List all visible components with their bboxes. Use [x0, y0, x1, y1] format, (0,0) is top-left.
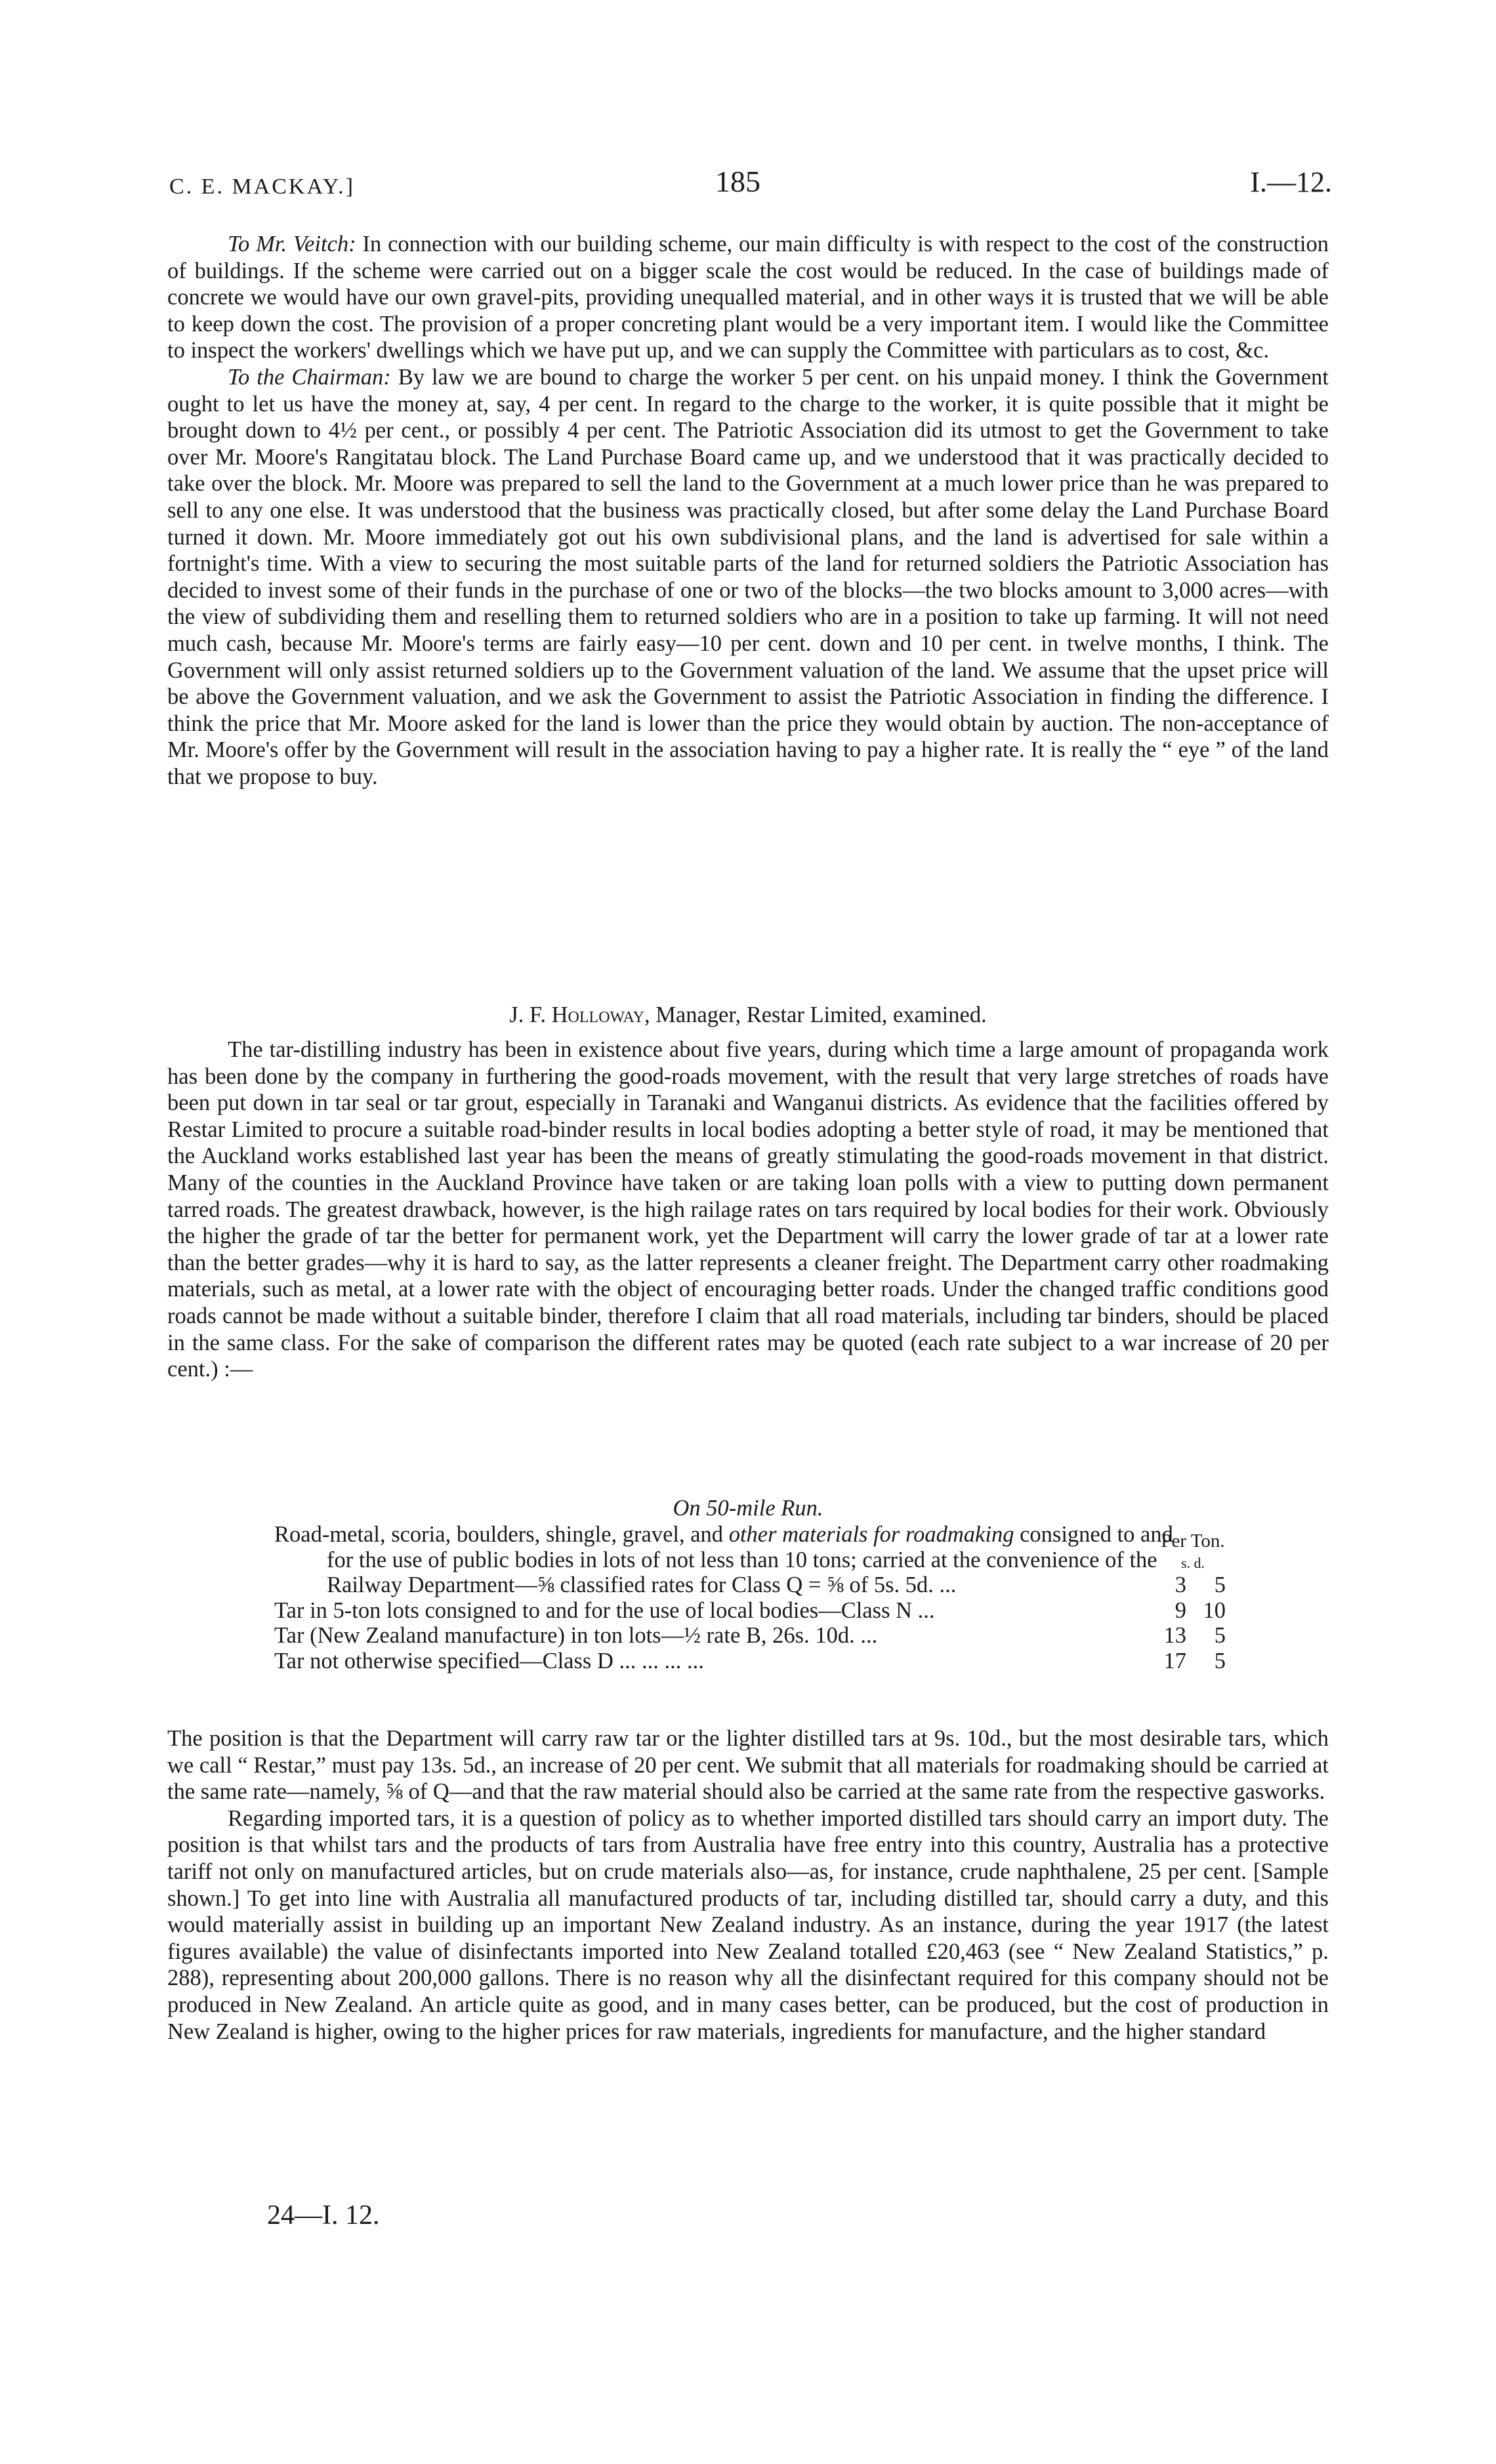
- paragraph-to-the-chairman: [167, 364, 1329, 791]
- rate-value: [1147, 1649, 1239, 1674]
- rate-value: [1147, 1598, 1239, 1624]
- rate-pence: 5: [1214, 1623, 1226, 1648]
- rate-value: [1147, 1623, 1239, 1649]
- rates-subheading: On 50-mile Run.: [673, 1496, 823, 1521]
- rate-text-part: Road-metal, scoria, boulders, shingle, gravel, and: [274, 1522, 729, 1547]
- railage-rates-table: [274, 1522, 1239, 1673]
- rate-description: [274, 1598, 1199, 1624]
- rate-value: [1147, 1572, 1239, 1598]
- leader-dots: ...: [933, 1572, 957, 1597]
- rate-shillings: 17: [1163, 1648, 1186, 1673]
- paragraph-text: By law we are bound to charge the worker 5 per cent. on his unpaid money. I think the Government ought to let us have the money at, say, 4 per cent. In regard to the charge to the worker, it is quite possible that it might be brought down to 4½ per cent., or possibly 4 per cent. The Patriotic Association did its utmost to get the Government to take over Mr. Moore's Rangitatau block. The Land Purchase Board came up, and we understood that it was practically decided to take over the block. Mr. Moore was prepared to sell the land to the Government at a much lower price than he was prepared to sell to any one else. It was understood that the business was practically closed, but after some delay the Land Purchase Board turned it down. Mr. Moore immediately got out his own subdivisional plans, and the land is advertised for sale within a fortnight's time. With a view to securing the most suitable parts of the land for returned soldiers the Patriotic Association has decided to invest some of their funds in the purchase of one or two of the blocks—the two blocks amount to 3,000 acres—with the view of subdividing them and reselling them to returned soldiers who are in a position to take up farming. It will not need much cash, because Mr. Moore's terms are fairly easy—10 per cent. down and 10 per cent. in twelve months, I think. The Government will only assist returned soldiers up to the Government valuation of the land. We assume that the upset price will be above the Government valuation, and we ask the Government to assist the Patriotic Association in finding the difference. I think the price that Mr. Moore asked for the land is lower than the price they would obtain by auction. The non-acceptance of Mr. Moore's offer by the Government will result in the association having to pay a higher rate. It is really the “ eye ” of the land that we propose to buy.: [167, 364, 1329, 789]
- page-footer-signature: 24—I. 12.: [267, 2200, 380, 2230]
- rate-pence: 5: [1214, 1648, 1226, 1673]
- witness-heading: [167, 1002, 1329, 1028]
- evidence-section-top: [167, 231, 1329, 790]
- paper-reference: I.—12.: [1250, 166, 1332, 198]
- leader-dots: ...: [854, 1623, 878, 1648]
- paragraph-to-mr-veitch: [167, 231, 1329, 364]
- rate-text-part: Tar in 5-ton lots consigned to and for the use of local bodies—Class N: [274, 1597, 913, 1623]
- witness-role: , Manager, Restar Limited, examined.: [644, 1002, 987, 1027]
- paragraph-imported-tars: Regarding imported tars, it is a question of policy as to whether imported distilled tars should carry an import duty. The position is that whilst tars and the products of tars from Australia have free entry into this country, Australia has a protective tariff not only on manufactured articles, but on crude materials also—as, for instance, crude naphthalene, 25 per cent. [Sample shown.] To get into line with Australia all manufactured products of tar, including distilled tar, should carry a duty, and this would materially assist in building up an important New Zealand industry. As an instance, during the year 1917 (the latest figures available) the value of disinfectants imported into New Zealand totalled £20,463 (see “ New Zealand Statistics,” p. 288), representing about 200,000 gallons. There is no reason why all the disinfectant required for this company should not be produced in New Zealand. An article quite as good, and in many cases better, can be produced, but the cost of production in New Zealand is higher, owing to the higher prices for raw materials, ingredients for manufacture, and the higher standard: [167, 1805, 1329, 2044]
- evidence-section-bottom: [167, 1725, 1329, 2045]
- rate-description: [274, 1649, 1199, 1674]
- rate-description: [274, 1623, 1199, 1649]
- rate-description: [274, 1522, 1199, 1598]
- rate-pence: 5: [1214, 1572, 1226, 1597]
- rate-text-emphasis: other materials for roadmaking: [728, 1522, 1014, 1547]
- rate-text-part: Tar not otherwise specified—Class D: [274, 1648, 613, 1673]
- leader-dots: ... ... ... ...: [613, 1648, 704, 1673]
- paragraph-text: In connection with our building scheme, our main difficulty is with respect to the cost of the construction of buildings. If the scheme were carried out on a bigger scale the cost would be reduced. In the case of buildings made of concrete we would have our own gravel-pits, providing unequalled material, and in other ways it is trusted that we will be able to keep down the cost. The provision of a proper concreting plant would be a very important item. I would like the Committee to inspect the workers' dwellings which we have put up, and we can supply the Committee with particulars as to cost, &c.: [167, 232, 1329, 363]
- rate-row: [274, 1649, 1239, 1674]
- rate-shillings: 9: [1174, 1597, 1186, 1623]
- paragraph-tar-distilling: The tar-distilling industry has been in existence about five years, during which time a large amount of propaganda work has been done by the company in furthering the good-roads movement, with the result that very large stretches of roads have been put down in tar seal or tar grout, especially in Taranaki and Wanganui districts. As evidence that the facilities offered by Restar Limited to procure a suitable road-binder results in local bodies adopting a better style of road, it may be mentioned that the Auckland works established last year has been the means of greatly stimulating the good-roads movement in that district. Many of the counties in the Auckland Province have taken or are taking loan polls with a view to putting down permanent tarred roads. The greatest drawback, however, is the high railage rates on tars required by local bodies for their work. Obviously the higher the grade of tar the better for permanent work, yet the Department will carry the lower grade of tar at a lower rate than the better grades—why it is hard to say, as the latter represents a cleaner freight. The Department carry other roadmaking materials, such as metal, at a lower rate with the object of encouraging better roads. Under the changed traffic conditions good roads cannot be made without a suitable binder, therefore I claim that all road materials, including tar binders, should be placed in the same class. For the sake of comparison the different rates may be quoted (each rate subject to a war increase of 20 per cent.) :—: [167, 1037, 1329, 1382]
- page-number: 185: [715, 165, 760, 198]
- rate-pence: 10: [1203, 1597, 1226, 1623]
- leader-dots: ...: [912, 1597, 935, 1623]
- paragraph-lead: To Mr. Veitch:: [228, 232, 356, 257]
- paragraph-position: The position is that the Department will carry raw tar or the lighter distilled tars at 9s. 10d., but the most desirable tars, which we call “ Restar,” must pay 13s. 5d., an increase of 20 per cent. We submit that all materials for roadmaking should be carried at the same rate—namely, ⅝ of Q—and that the raw material should also be carried at the same rate from the respective gasworks.: [167, 1726, 1329, 1805]
- rate-row: [274, 1598, 1239, 1624]
- rate-row: [274, 1623, 1239, 1649]
- rate-text-part: Tar (New Zealand manufacture) in ton lots—½ rate B, 26s. 10d.: [274, 1623, 855, 1648]
- rate-shillings: 13: [1163, 1623, 1186, 1648]
- rates-column-units: s. d.: [1180, 1555, 1205, 1571]
- rate-text-part: consigned to and for the use of public bodies in lots of not less than 10 tons; carried at the convenience of the Railway Department—⅝ classified rates for Class Q = ⅝ of 5s. 5d.: [327, 1522, 1173, 1597]
- header-witness-name: C. E. MACKAY.]: [169, 175, 355, 199]
- evidence-section-tar: [167, 1037, 1329, 1383]
- paragraph-lead: To the Chairman:: [228, 364, 391, 390]
- witness-name: J. F. Holloway: [509, 1002, 644, 1027]
- rate-row: [274, 1522, 1239, 1598]
- page-header: [0, 164, 1496, 210]
- rates-column-title: Per Ton.: [1161, 1530, 1225, 1551]
- rate-shillings: 3: [1174, 1572, 1186, 1597]
